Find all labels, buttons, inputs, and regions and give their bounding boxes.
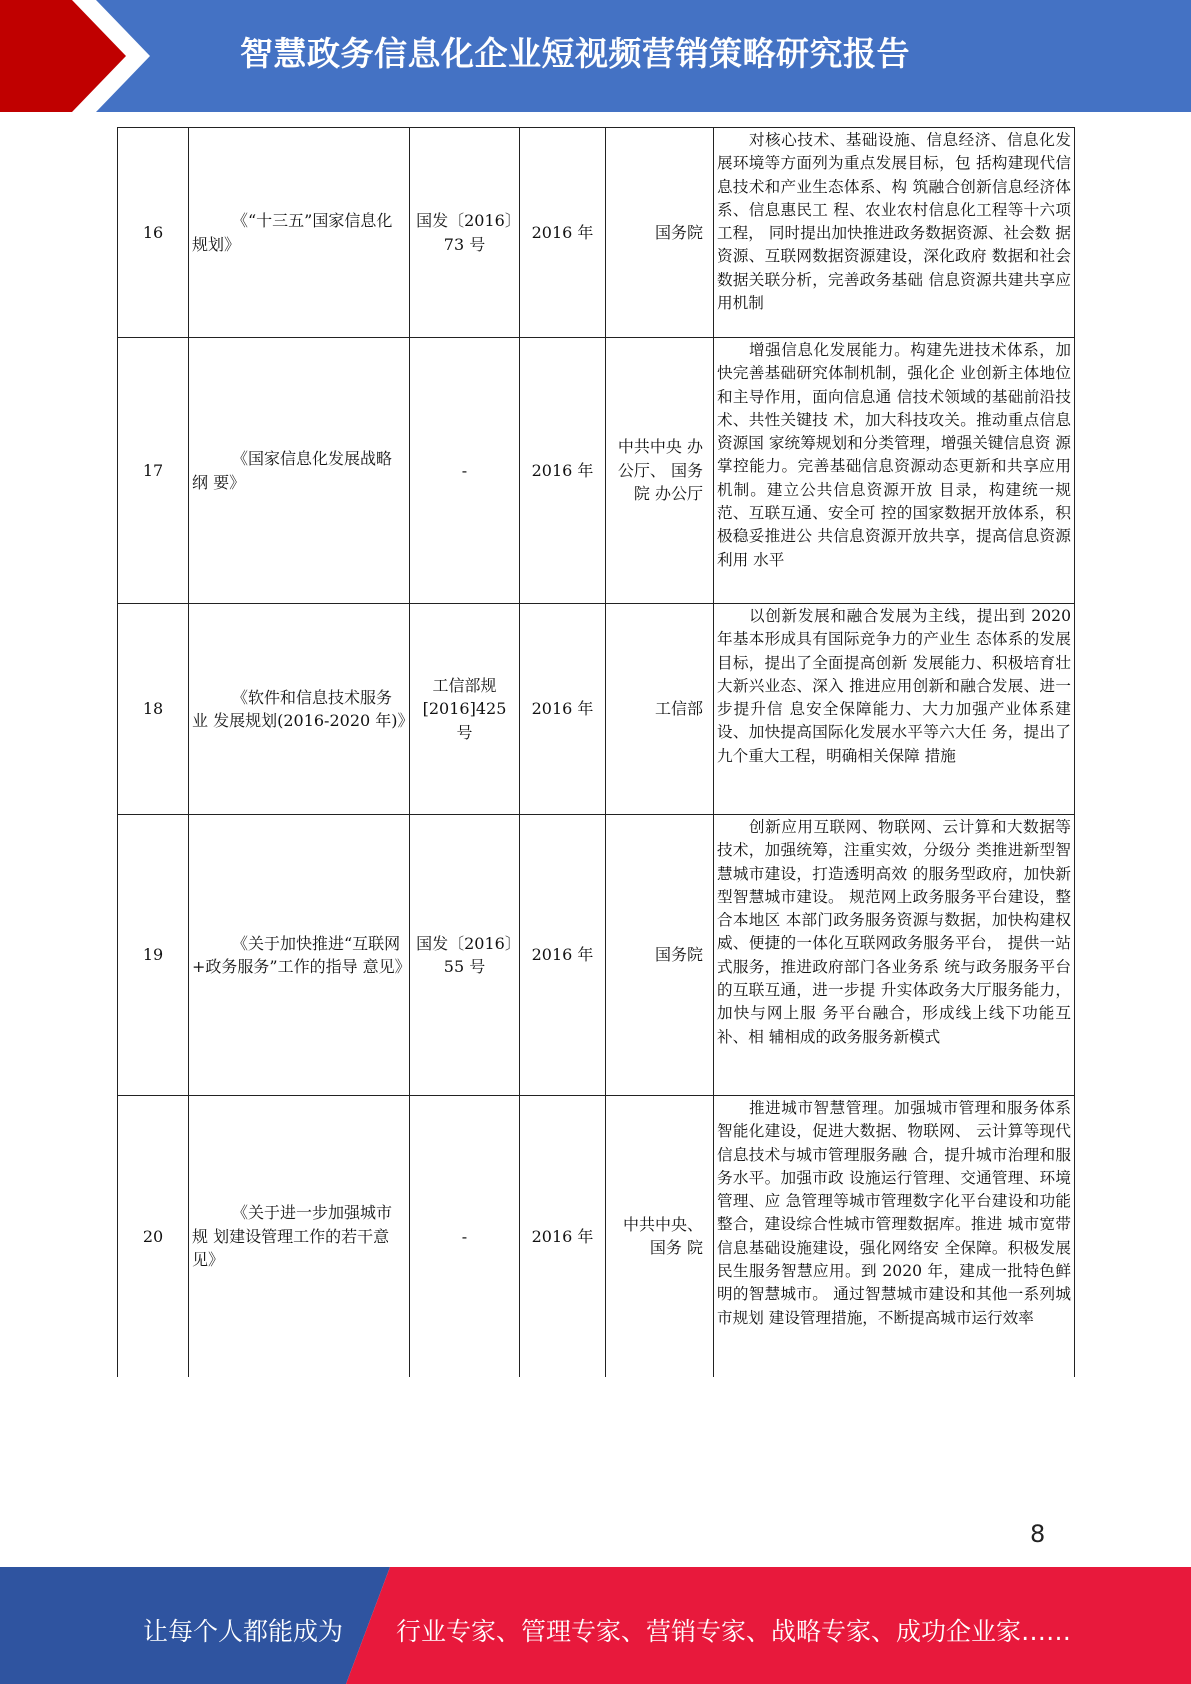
row-number: 19 [118, 815, 189, 1096]
issue-year: 2016 年 [520, 1096, 606, 1377]
footer-slogan-left: 让每个人都能成为 [143, 1617, 344, 1646]
header-arrow-decoration [0, 0, 160, 112]
document-number: 国发〔2016〕73 号 [410, 128, 520, 338]
issuing-authority: 国务院 [606, 128, 714, 338]
policy-summary: 创新应用互联网、物联网、云计算和大数据等技术，加强统筹，注重实效，分级分 类推进新型智慧城市建设，打造透明高效 的服务型政府，加快新型智慧城市建设。 规范网上政务服务平台建设，整合本地区 本部门政务服务资源与数据，加快构建权 威、便捷的一体化互联网政务服务平台， 提供一站式服务，推进政府部门各业务系 统与政务服务平台的互联互通，进一步提 升实体政务大厅服务能力，加快与网上服 务平台融合，形成线上线下功能互补、相 辅相成的政务服务新模式 [714, 815, 1075, 1096]
table-row [118, 128, 1075, 338]
policy-summary: 对核心技术、基础设施、信息经济、信息化发展环境等方面列为重点发展目标，包 括构建现代信息技术和产业生态体系、构 筑融合创新信息经济体系、信息惠民工 程、农业农村信息化工程等十六项工程， 同时提出加快推进政务数据资源、社会数 据资源、互联网数据资源建设，深化政府 数据和社会数据关联分析，完善政务基础 信息资源共建共享应用机制 [714, 128, 1075, 338]
policy-summary: 推进城市智慧管理。加强城市管理和服务体系智能化建设，促进大数据、物联网、 云计算等现代信息技术与城市管理服务融 合，提升城市治理和服务水平。加强市政 设施运行管理、交通管理、环境管理、应 急管理等城市管理数字化平台建设和功能 整合，建设综合性城市管理数据库。推进 城市宽带信息基础设施建设，强化网络安 全保障。积极发展民生服务智慧应用。到 2020 年，建成一批特色鲜明的智慧城市。 通过智慧城市建设和其他一系列城市规划 建设管理措施，不断提高城市运行效率 [714, 1096, 1075, 1377]
footer-slogan-right: 行业专家、管理专家、营销专家、战略专家、成功企业家…… [396, 1617, 1072, 1646]
policy-name: 《软件和信息技术服务业 发展规划(2016-2020 年)》 [189, 604, 410, 815]
policy-table [117, 127, 1075, 1377]
issue-year: 2016 年 [520, 604, 606, 815]
row-number: 18 [118, 604, 189, 815]
issuing-authority: 国务院 [606, 815, 714, 1096]
page-number: 8 [1030, 1520, 1046, 1548]
row-number: 17 [118, 338, 189, 604]
policy-summary: 以创新发展和融合发展为主线，提出到 2020 年基本形成具有国际竞争力的产业生 态体系的发展目标，提出了全面提高创新 发展能力、积极培育壮大新兴业态、深入 推进应用创新和融合发展、进一步提升信 息安全保障能力、大力加强产业体系建 设、加快提高国际化发展水平等六大任 务，提出了九个重大工程，明确相关保障 措施 [714, 604, 1075, 815]
issuing-authority: 中共中央、国务 院 [606, 1096, 714, 1377]
issue-year: 2016 年 [520, 128, 606, 338]
page-header [0, 0, 1191, 112]
table-row [118, 1096, 1075, 1377]
table-row [118, 338, 1075, 604]
report-title: 智慧政务信息化企业短视频营销策略研究报告 [240, 34, 910, 73]
row-number: 16 [118, 128, 189, 338]
policy-summary: 增强信息化发展能力。构建先进技术体系，加快完善基础研究体制机制，强化企 业创新主体地位和主导作用，面向信息通 信技术领域的基础前沿技术、共性关键技 术，加大科技攻关。推动重点信息资源国 家统筹规划和分类管理，增强关键信息资 源掌控能力。完善基础信息资源动态更新和共享应用机制。建立公共信息资源开放 目录，构建统一规范、互联互通、安全可 控的国家数据开放体系，积极稳妥推进公 共信息资源开放共享，提高信息资源利用 水平 [714, 338, 1075, 604]
issuing-authority: 中共中央 办公厅、 国务院 办公厅 [606, 338, 714, 604]
issue-year: 2016 年 [520, 338, 606, 604]
issue-year: 2016 年 [520, 815, 606, 1096]
policy-name: 《国家信息化发展战略纲 要》 [189, 338, 410, 604]
document-number: - [410, 338, 520, 604]
page-footer [0, 1567, 1191, 1684]
issuing-authority: 工信部 [606, 604, 714, 815]
document-number: 国发〔2016〕55 号 [410, 815, 520, 1096]
table-row [118, 815, 1075, 1096]
policy-name: 《“十三五”国家信息化 规划》 [189, 128, 410, 338]
document-number: 工信部规[2016]425 号 [410, 604, 520, 815]
table-row [118, 604, 1075, 815]
row-number: 20 [118, 1096, 189, 1377]
document-number: - [410, 1096, 520, 1377]
policy-name: 《关于加快推进“互联网 +政务服务”工作的指导 意见》 [189, 815, 410, 1096]
policy-name: 《关于进一步加强城市规 划建设管理工作的若干意 见》 [189, 1096, 410, 1377]
